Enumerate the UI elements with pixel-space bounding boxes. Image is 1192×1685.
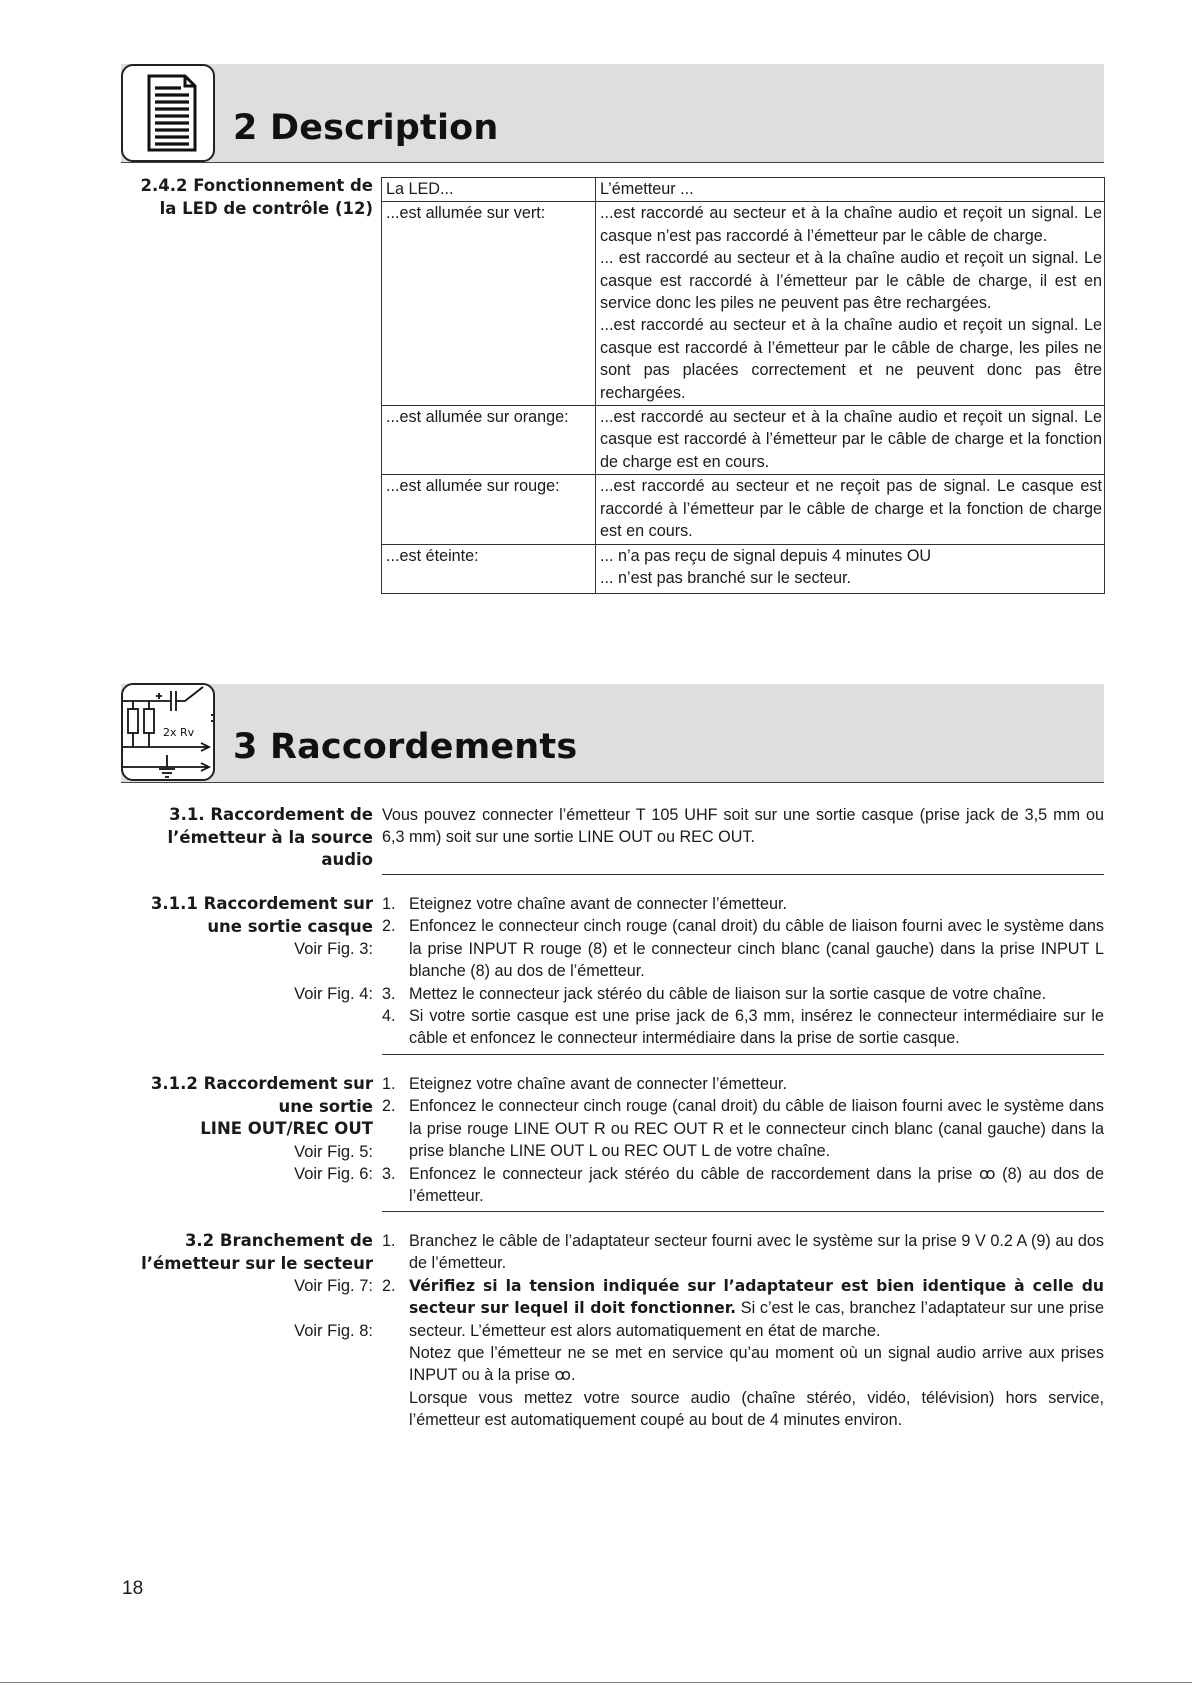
heading-line: l’émetteur à la source (167, 827, 373, 847)
steps-list (382, 1230, 1104, 1432)
headphone-jack-symbol: ꝏ (979, 1163, 996, 1183)
table-header-cell: L’émetteur ... (596, 178, 1105, 202)
step-text: . (570, 1366, 576, 1385)
step-text: Mettez le connecteur jack stéréo du câble de liaison sur la sortie casque de votre chaîne. (409, 984, 1047, 1003)
step-number: 1. (382, 1075, 396, 1093)
table-header-cell: La LED... (382, 178, 596, 202)
heading-line: audio (321, 850, 373, 869)
step-number: 1. (382, 1232, 396, 1250)
paragraph: Vous pouvez connecter l’émetteur T 105 UHF soit sur une sortie casque (prise jack de 3,5 mm ou 6,3 mm) soit sur une sortie LINE OUT ou REC OUT. (382, 806, 1104, 847)
heading-line: 3.1. Raccordement de (169, 805, 373, 824)
table-row (382, 544, 1105, 594)
divider (382, 874, 1104, 875)
circuit-label: 2x Rv (163, 726, 195, 739)
step-text: Eteignez votre chaîne avant de connecter l’émetteur. (409, 1075, 787, 1093)
subsection-heading-3-1-1 (93, 893, 373, 1005)
figure-reference: Voir Fig. 5: (294, 1142, 373, 1161)
led-description-cell (596, 475, 1105, 544)
led-state-cell: ...est allumée sur rouge: (382, 475, 596, 544)
list-item (382, 1095, 1104, 1162)
subsection-heading-3-1-2 (93, 1073, 373, 1186)
table-row (382, 202, 1105, 406)
figure-reference: Voir Fig. 7: (294, 1277, 373, 1295)
list-item (382, 915, 1104, 982)
step-number: 4. (382, 1007, 396, 1026)
list-item (382, 1163, 1104, 1208)
step-text: Branchez le câble de l’adaptateur secteur fourni avec le système sur la prise 9 V 0.2 A (9) au dos de l’émetteur. (409, 1232, 1104, 1273)
heading-line: 2.4.2 Fonctionnement de (140, 176, 373, 195)
page-number: 18 (122, 1578, 144, 1599)
description-paragraph: ... n’a pas reçu de signal depuis 4 minutes OU (600, 546, 932, 565)
note-paragraph: Lorsque vous mettez votre source audio (chaîne stéréo, vidéo, télévision) hors service, l’émetteur est automatiquement coupé au bout de 4 minutes environ. (409, 1388, 1104, 1430)
led-state-cell: ...est éteinte: (382, 544, 596, 594)
step-number: 2. (382, 1097, 396, 1116)
heading-line: 3.1.1 Raccordement sur (150, 894, 373, 913)
led-description-cell (596, 202, 1105, 406)
led-state-cell: ...est allumée sur orange: (382, 406, 596, 475)
table-header-row (382, 178, 1105, 202)
step-text: Eteignez votre chaîne avant de connecter l’émetteur. (409, 895, 787, 913)
list-item (382, 893, 1104, 915)
figure-reference: Voir Fig. 6: (294, 1165, 373, 1183)
note-paragraph (409, 1342, 1104, 1387)
heading-line: l’émetteur sur le secteur (141, 1253, 373, 1273)
table-row (382, 475, 1105, 544)
circuit-diagram-icon (121, 683, 215, 781)
page-edge-line (0, 1682, 1192, 1683)
step-text: Si votre sortie casque est une prise jack de 6,3 mm, insérez le connecteur intermédiaire sur le câble et enfoncez le connecteur intermédiaire dans la prise de sortie casque. (409, 1007, 1104, 1048)
description-paragraph: ...est raccordé au secteur et à la chaîne audio et reçoit un signal. Le casque n’est pas raccordé à l’émetteur par le câble de charge. (600, 204, 1102, 245)
subsection-heading-3-2 (93, 1230, 373, 1342)
step-text: Enfoncez le connecteur cinch rouge (canal droit) du câble de liaison fourni avec le système dans la prise INPUT R rouge (8) et le connecteur cinch blanc (canal gauche) dans la prise INPUT L blanche (8) au dos de l’émetteur. (409, 917, 1104, 981)
step-text: (8) au dos de l’émetteur. (409, 1164, 1104, 1206)
figure-reference: Voir Fig. 4: (294, 984, 373, 1003)
subsection-heading-2-4-2 (93, 175, 373, 220)
steps-list (382, 1073, 1104, 1207)
description-paragraph: ... est raccordé au secteur et à la chaîne audio et reçoit un signal. Le casque est raccordé à l’émetteur par le câble de charge, il est en service donc les piles ne peuvent pas être rechargées. (600, 249, 1102, 313)
heading-line: 3.2 Branchement de (184, 1231, 373, 1250)
step-text: Notez que l’émetteur ne se met en service qu’au moment où un signal audio arrive aux prises INPUT ou à la prise (409, 1344, 1104, 1385)
step-number: 1. (382, 895, 396, 913)
list-item (382, 1275, 1104, 1432)
list-item (382, 1073, 1104, 1095)
figure-reference: Voir Fig. 8: (294, 1321, 373, 1340)
list-item (382, 1005, 1104, 1050)
description-paragraph: ...est raccordé au secteur et ne reçoit pas de signal. Le casque est raccordé à l’émetteur par le câble de charge et la fonction de charge est en cours. (600, 477, 1102, 541)
led-description-cell (596, 406, 1105, 475)
document-icon (121, 64, 215, 162)
step-number: 3. (382, 1164, 396, 1183)
heading-line: LINE OUT/REC OUT (200, 1119, 373, 1138)
figure-reference: Voir Fig. 3: (294, 940, 373, 958)
heading-line: la LED de contrôle (12) (159, 198, 373, 218)
document-icon-graphic (123, 66, 213, 160)
description-paragraph: ...est raccordé au secteur et à la chaîne audio et reçoit un signal. Le casque est raccordé à l’émetteur par le câble de charge et la fonction de charge est en cours. (600, 408, 1102, 471)
steps-list (382, 893, 1104, 1050)
list-item (382, 1230, 1104, 1275)
circuit-diagram-icon-graphic (123, 685, 213, 779)
heading-line: 3.1.2 Raccordement sur (150, 1074, 373, 1093)
heading-line: une sortie casque (207, 916, 373, 936)
divider (382, 1054, 1104, 1055)
divider (382, 1211, 1104, 1212)
heading-line: une sortie (278, 1096, 373, 1116)
step-text: Si c’est le cas, branchez l’adaptateur sur une prise secteur. L’émetteur est alors automatiquement en état de marche. (409, 1299, 1105, 1340)
led-description-cell (596, 544, 1105, 594)
step-number: 2. (382, 1276, 396, 1295)
list-item (382, 983, 1104, 1005)
led-status-table (381, 177, 1105, 594)
section-title: 3 Raccordements (233, 727, 578, 767)
description-paragraph: ... n’est pas branché sur le secteur. (600, 568, 852, 587)
description-paragraph: ...est raccordé au secteur et à la chaîne audio et reçoit un signal. Le casque est raccordé à l’émetteur par le câble de charge, les piles ne sont pas placées correctement et ne peuvent donc pas être rechargées. (600, 316, 1102, 402)
step-number: 3. (382, 984, 396, 1003)
warning-text: Vérifiez si la tension indiquée sur l’adaptateur est bien identique à celle du secteur sur lequel il doit fonctionner. (409, 1276, 1104, 1318)
section-title: 2 Description (233, 108, 499, 148)
step-text: Enfoncez le connecteur jack stéréo du câble de raccordement dans la prise (409, 1164, 980, 1183)
step-number: 2. (382, 917, 396, 936)
table-row (382, 406, 1105, 475)
headphone-jack-symbol: ꝏ (554, 1365, 571, 1385)
subsection-heading-3-1 (93, 804, 373, 872)
led-state-cell: ...est allumée sur vert: (382, 202, 596, 406)
step-text: Enfoncez le connecteur cinch rouge (canal droit) du câble de liaison fourni avec le système dans la prise rouge LINE OUT R ou REC OUT R et le connecteur cinch blanc (canal gauche) dans la prise blanche LINE OUT L ou REC OUT L de votre chaîne. (409, 1097, 1104, 1161)
